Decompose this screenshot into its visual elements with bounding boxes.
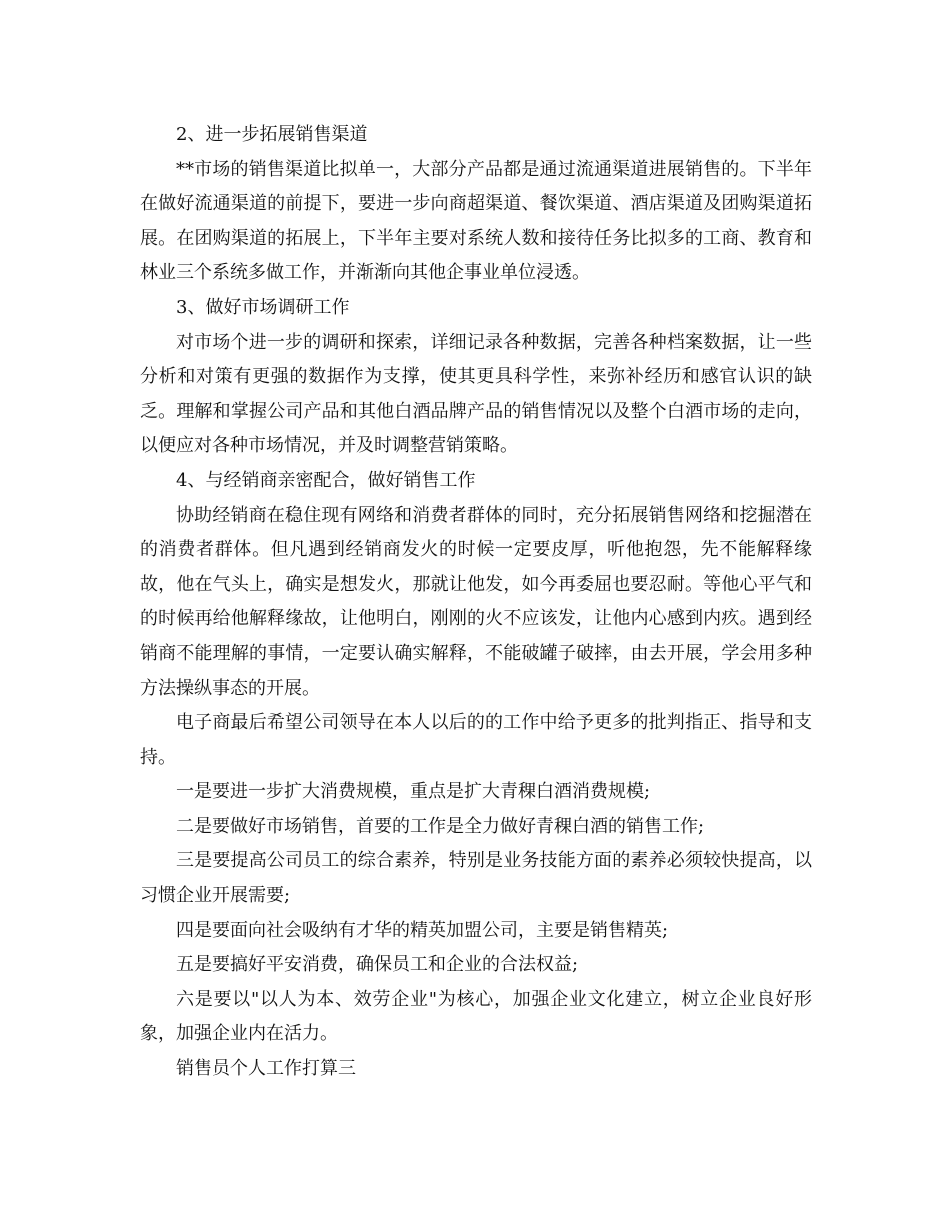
section-heading: 2、进一步拓展销售渠道	[176, 124, 368, 145]
list-item: 三是要提高公司员工的综合素养，特别是业务技能方面的素养必须较快提高，以习惯企业开展需要;	[140, 850, 812, 907]
list-item: 二是要做好市场销售，首要的工作是全力做好青稞白酒的销售工作;	[176, 815, 705, 837]
list-item: 六是要以"以人为本、效劳企业"为核心，加强企业文化建立，树立企业良好形象，加强企业内在活力。	[140, 988, 812, 1045]
section-heading: 3、做好市场调研工作	[176, 296, 350, 318]
section-heading: 4、与经销商亲密配合，做好销售工作	[176, 469, 476, 491]
paragraph: **市场的销售渠道比拟单一，大部分产品都是通过流通渠道进展销售的。下半年在做好流通渠道的前提下，要进一步向商超渠道、餐饮渠道、酒店渠道及团购渠道拓展。在团购渠道的拓展上，下半年主要对系统人数和接待任务比拟多的工商、教育和林业三个系统多做工作，并渐渐向其他企事业单位浸透。	[140, 158, 812, 284]
document-body	[140, 118, 812, 1087]
paragraph: 对市场个进一步的调研和探索，详细记录各种数据，完善各种档案数据，让一些分析和对策有更强的数据作为支撑，使其更具科学性，来弥补经历和感官认识的缺乏。理解和掌握公司产品和其他白酒品牌产品的销售情况以及整个白酒市场的走向，以便应对各种市场情况，并及时调整营销策略。	[140, 331, 812, 457]
paragraph: 电子商最后希望公司领导在本人以后的的工作中给予更多的批判指正、指导和支持。	[140, 712, 812, 768]
paragraph: 协助经销商在稳住现有网络和消费者群体的同时，充分拓展销售网络和挖掘潜在的消费者群体。但凡遇到经销商发火的时候一定要皮厚，听他抱怨，先不能解释缘故，他在气头上，确实是想发火，那就让他发，如今再委屈也要忍耐。等他心平气和的时候再给他解释缘故，让他明白，刚刚的火不应该发，让他内心感到内疚。遇到经销商不能理解的事情，一定要认确实解释，不能破罐子破摔，由去开展，学会用多种方法操纵事态的开展。	[140, 504, 812, 699]
list-item: 五是要搞好平安消费，确保员工和企业的合法权益;	[176, 954, 579, 976]
list-item: 一是要进一步扩大消费规模，重点是扩大青稞白酒消费规模;	[176, 781, 651, 803]
list-item: 四是要面向社会吸纳有才华的精英加盟公司，主要是销售精英;	[176, 919, 669, 941]
section-heading: 销售员个人工作打算三	[176, 1058, 356, 1080]
